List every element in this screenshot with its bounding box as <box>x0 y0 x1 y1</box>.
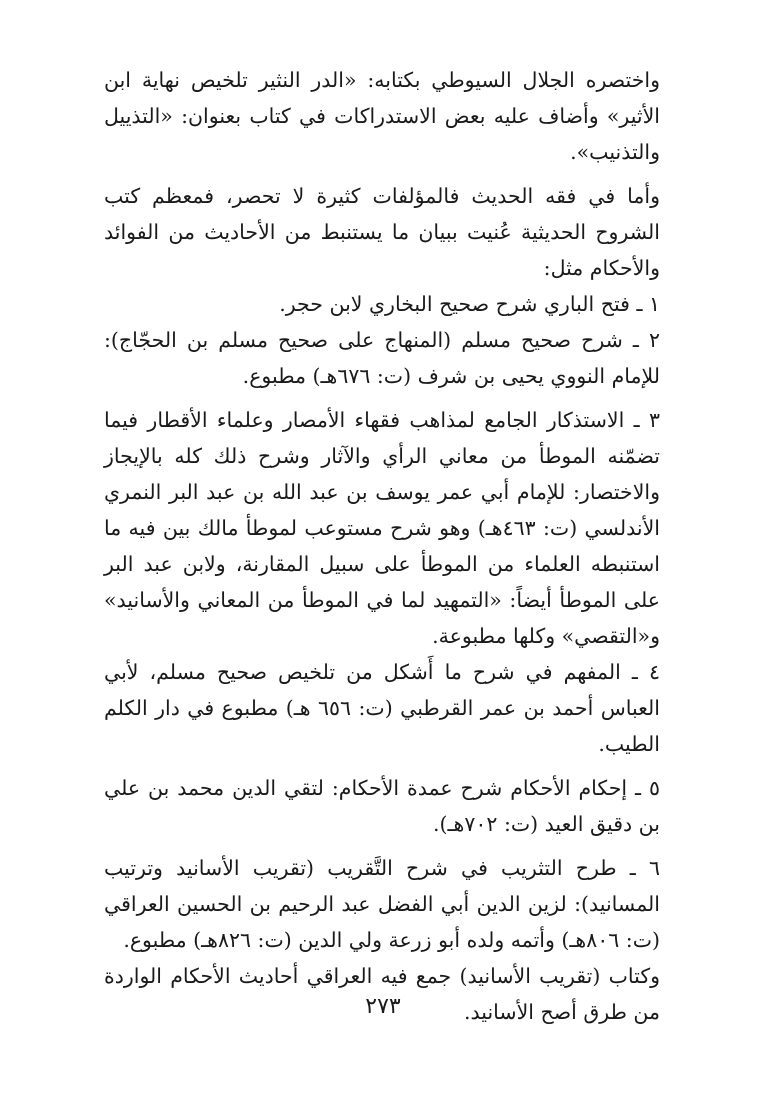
list-item-6: ٦ ـ طرح التثريب في شرح التَّقريب (تقريب الأسانيد وترتيب المسانيد): لزين الدين أبي الفضل عبد الرحيم بن الحسين العراقي (ت: ٨٠٦هـ) وأتمه ولده أبو زرعة ولي الدين (ت: ٨٢٦هـ) مطبوع. <box>104 856 660 952</box>
paragraph-fiqh-al-hadith: وأما في فقه الحديث فالمؤلفات كثيرة لا تحصر، فمعظم كتب الشروح الحديثية عُنيت ببيان ما يستنبط من الأحاديث من الفوائد والأحكام مثل: <box>104 184 660 280</box>
paragraph-closing: وكتاب (تقريب الأسانيد) جمع فيه العراقي أحاديث الأحكام الواردة من طرق أصح الأسانيد. <box>104 964 660 1024</box>
list-item-4: ٤ ـ المفهم في شرح ما أَشكل من تلخيص صحيح مسلم، لأبي العباس أحمد بن عمر القرطبي (ت: ٦٥٦ هـ) مطبوع في دار الكلم الطيب. <box>104 660 660 756</box>
list-item-5: ٥ ـ إحكام الأحكام شرح عمدة الأحكام: لتقي الدين محمد بن علي بن دقيق العيد (ت: ٧٠٢هـ). <box>104 776 660 836</box>
list-item-2: ٢ ـ شرح صحيح مسلم (المنهاج على صحيح مسلم بن الحجّاج): للإمام النووي يحيى بن شرف (ت: ٦٧٦هـ) مطبوع. <box>104 328 660 388</box>
page-body <box>104 62 660 1030</box>
paragraph-intro: واختصره الجلال السيوطي بكتابه: «الدر النثير تلخيص نهاية ابن الأثير» وأضاف عليه بعض الاستدراكات في كتاب بعنوان: «التذييل والتذنيب». <box>104 68 660 164</box>
list-item-3: ٣ ـ الاستذكار الجامع لمذاهب فقهاء الأمصار وعلماء الأقطار فيما تضمّنه الموطأ من معاني الرأي والآثار وشرح ذلك كله بالإيجاز والاختصار: للإمام أبي عمر يوسف بن عبد الله بن عبد البر النمري الأندلسي (ت: ٤٦٣هـ) وهو شرح مستوعب لموطأ مالك بين فيه ما استنبطه العلماء من الموطأ على سبيل المقارنة، ولابن عبد البر على الموطأ أيضاً: «التمهيد لما في الموطأ من المعاني والأسانيد» و«التقصي» وكلها مطبوعة. <box>104 408 660 648</box>
list-item-1: ١ ـ فتح الباري شرح صحيح البخاري لابن حجر. <box>279 292 660 316</box>
page-number: ٢٧٣ <box>365 994 401 1019</box>
